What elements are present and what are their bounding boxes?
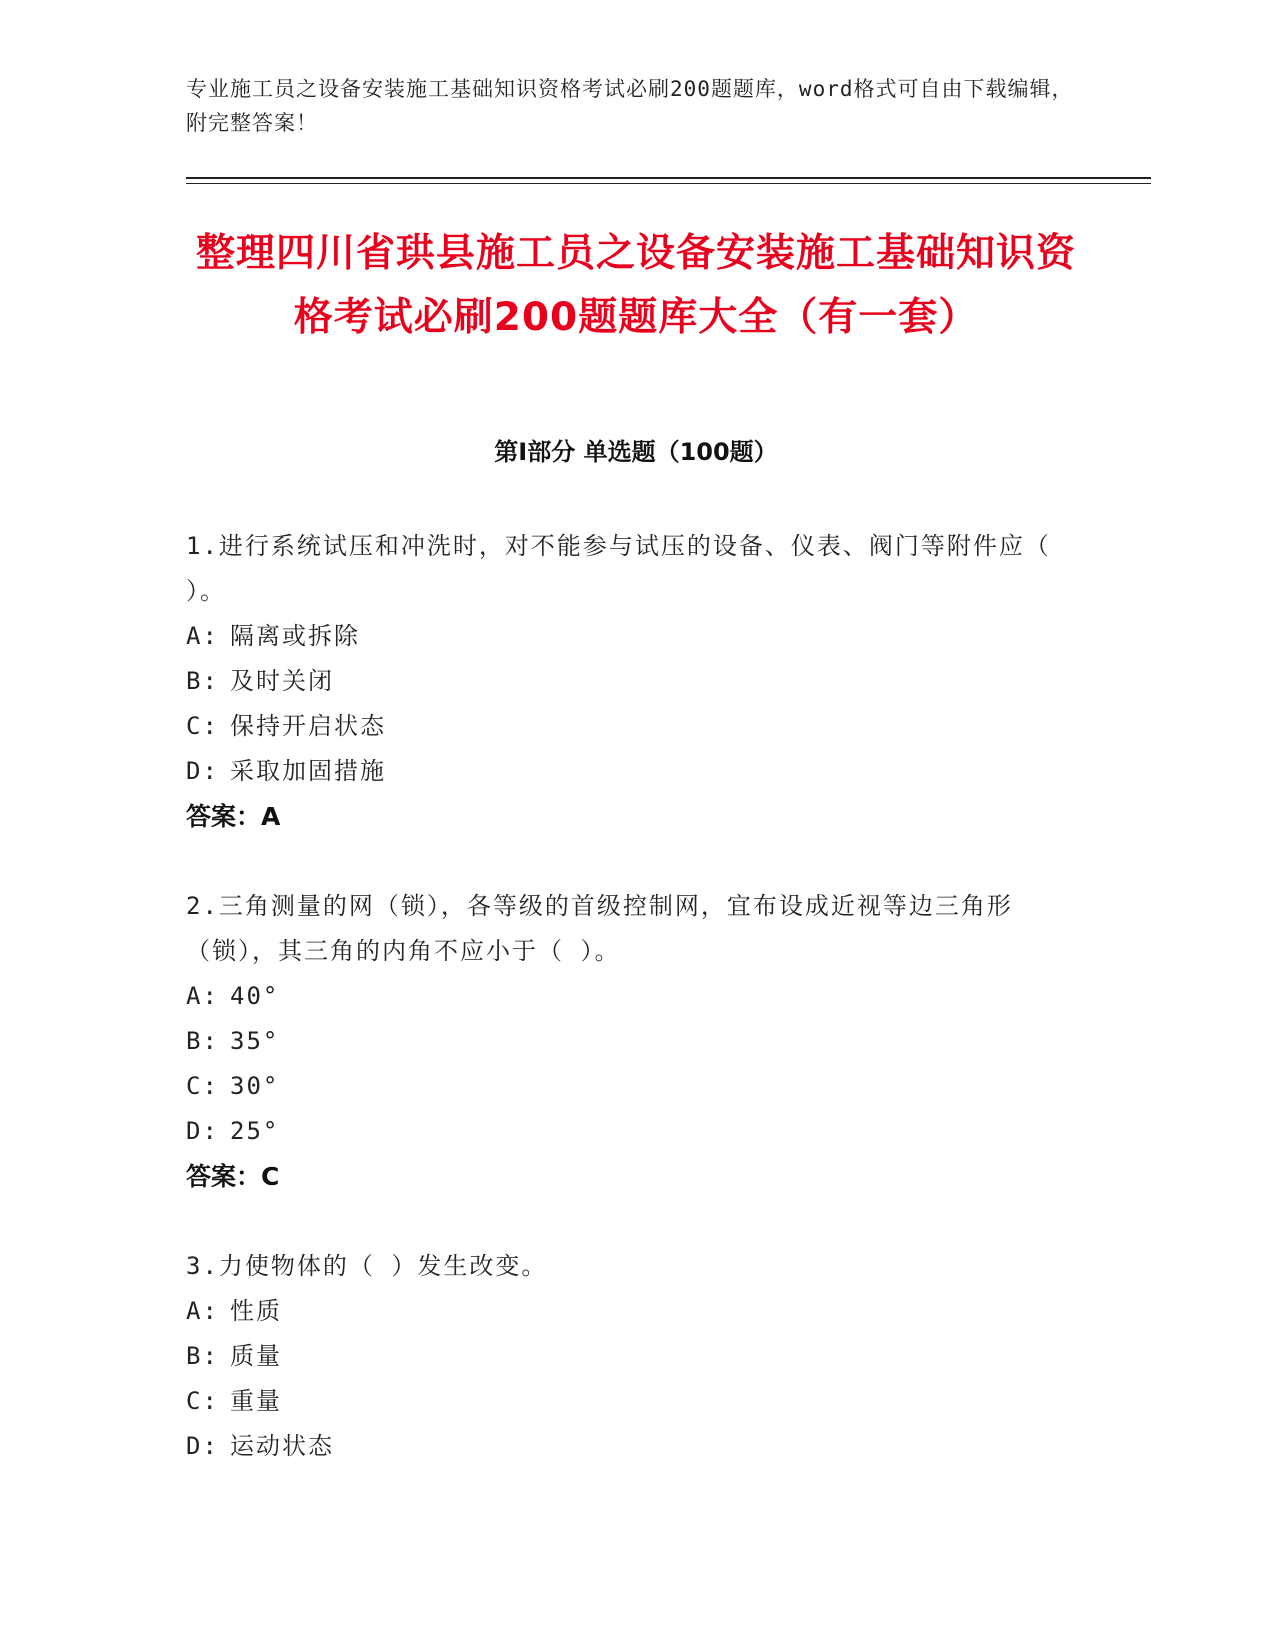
option-a bbox=[186, 614, 1066, 659]
option-c bbox=[186, 704, 1066, 749]
option-text: 运动状态 bbox=[230, 1432, 334, 1460]
option-b bbox=[186, 1334, 1066, 1379]
option-d bbox=[186, 1424, 1066, 1469]
question-list bbox=[186, 524, 1066, 1513]
option-key: B: bbox=[186, 1027, 219, 1055]
option-key: B: bbox=[186, 667, 219, 695]
option-key: D: bbox=[186, 1117, 219, 1145]
option-d bbox=[186, 749, 1066, 794]
option-text: 采取加固措施 bbox=[230, 757, 386, 785]
answer-line: 答案：A bbox=[186, 802, 281, 831]
option-text: 性质 bbox=[230, 1297, 282, 1325]
option-key: A: bbox=[186, 1297, 219, 1325]
option-text: 40° bbox=[230, 982, 280, 1010]
option-key: C: bbox=[186, 712, 219, 740]
option-text: 隔离或拆除 bbox=[230, 622, 360, 650]
header-rule-thin bbox=[186, 183, 1151, 184]
option-text: 重量 bbox=[230, 1387, 282, 1415]
option-b bbox=[186, 1019, 1066, 1064]
option-key: A: bbox=[186, 622, 219, 650]
option-b bbox=[186, 659, 1066, 704]
option-a bbox=[186, 1289, 1066, 1334]
option-a bbox=[186, 974, 1066, 1019]
answer-line: 答案：C bbox=[186, 1162, 280, 1191]
question-1 bbox=[186, 524, 1066, 840]
option-text: 35° bbox=[230, 1027, 280, 1055]
section-heading: 第Ⅰ部分 单选题（100题） bbox=[494, 438, 778, 466]
option-key: D: bbox=[186, 1432, 219, 1460]
option-key: C: bbox=[186, 1387, 219, 1415]
option-text: 质量 bbox=[230, 1342, 282, 1370]
header-note: 专业施工员之设备安装施工基础知识资格考试必刷200题题库，word格式可自由下载编辑，附完整答案！ bbox=[186, 77, 1074, 135]
header-rule-thick bbox=[186, 177, 1151, 179]
option-c bbox=[186, 1064, 1066, 1109]
option-text: 保持开启状态 bbox=[230, 712, 386, 740]
question-stem: 2.三角测量的网（锁），各等级的首级控制网，宜布设成近视等边三角形（锁），其三角的内角不应小于（ ）。 bbox=[186, 892, 1013, 965]
question-2 bbox=[186, 884, 1066, 1200]
option-key: C: bbox=[186, 1072, 219, 1100]
question-stem: 3.力使物体的（ ）发生改变。 bbox=[186, 1252, 548, 1280]
option-c bbox=[186, 1379, 1066, 1424]
option-key: A: bbox=[186, 982, 219, 1010]
question-stem: 1.进行系统试压和冲洗时，对不能参与试压的设备、仪表、阀门等附件应（ ）。 bbox=[186, 532, 1051, 605]
option-d bbox=[186, 1109, 1066, 1154]
document-title: 整理四川省珙县施工员之设备安装施工基础知识资格考试必刷200题题库大全（有一套） bbox=[195, 231, 1076, 340]
option-text: 及时关闭 bbox=[230, 667, 334, 695]
option-key: B: bbox=[186, 1342, 219, 1370]
option-key: D: bbox=[186, 757, 219, 785]
question-3 bbox=[186, 1244, 1066, 1469]
option-text: 25° bbox=[230, 1117, 280, 1145]
option-text: 30° bbox=[230, 1072, 280, 1100]
